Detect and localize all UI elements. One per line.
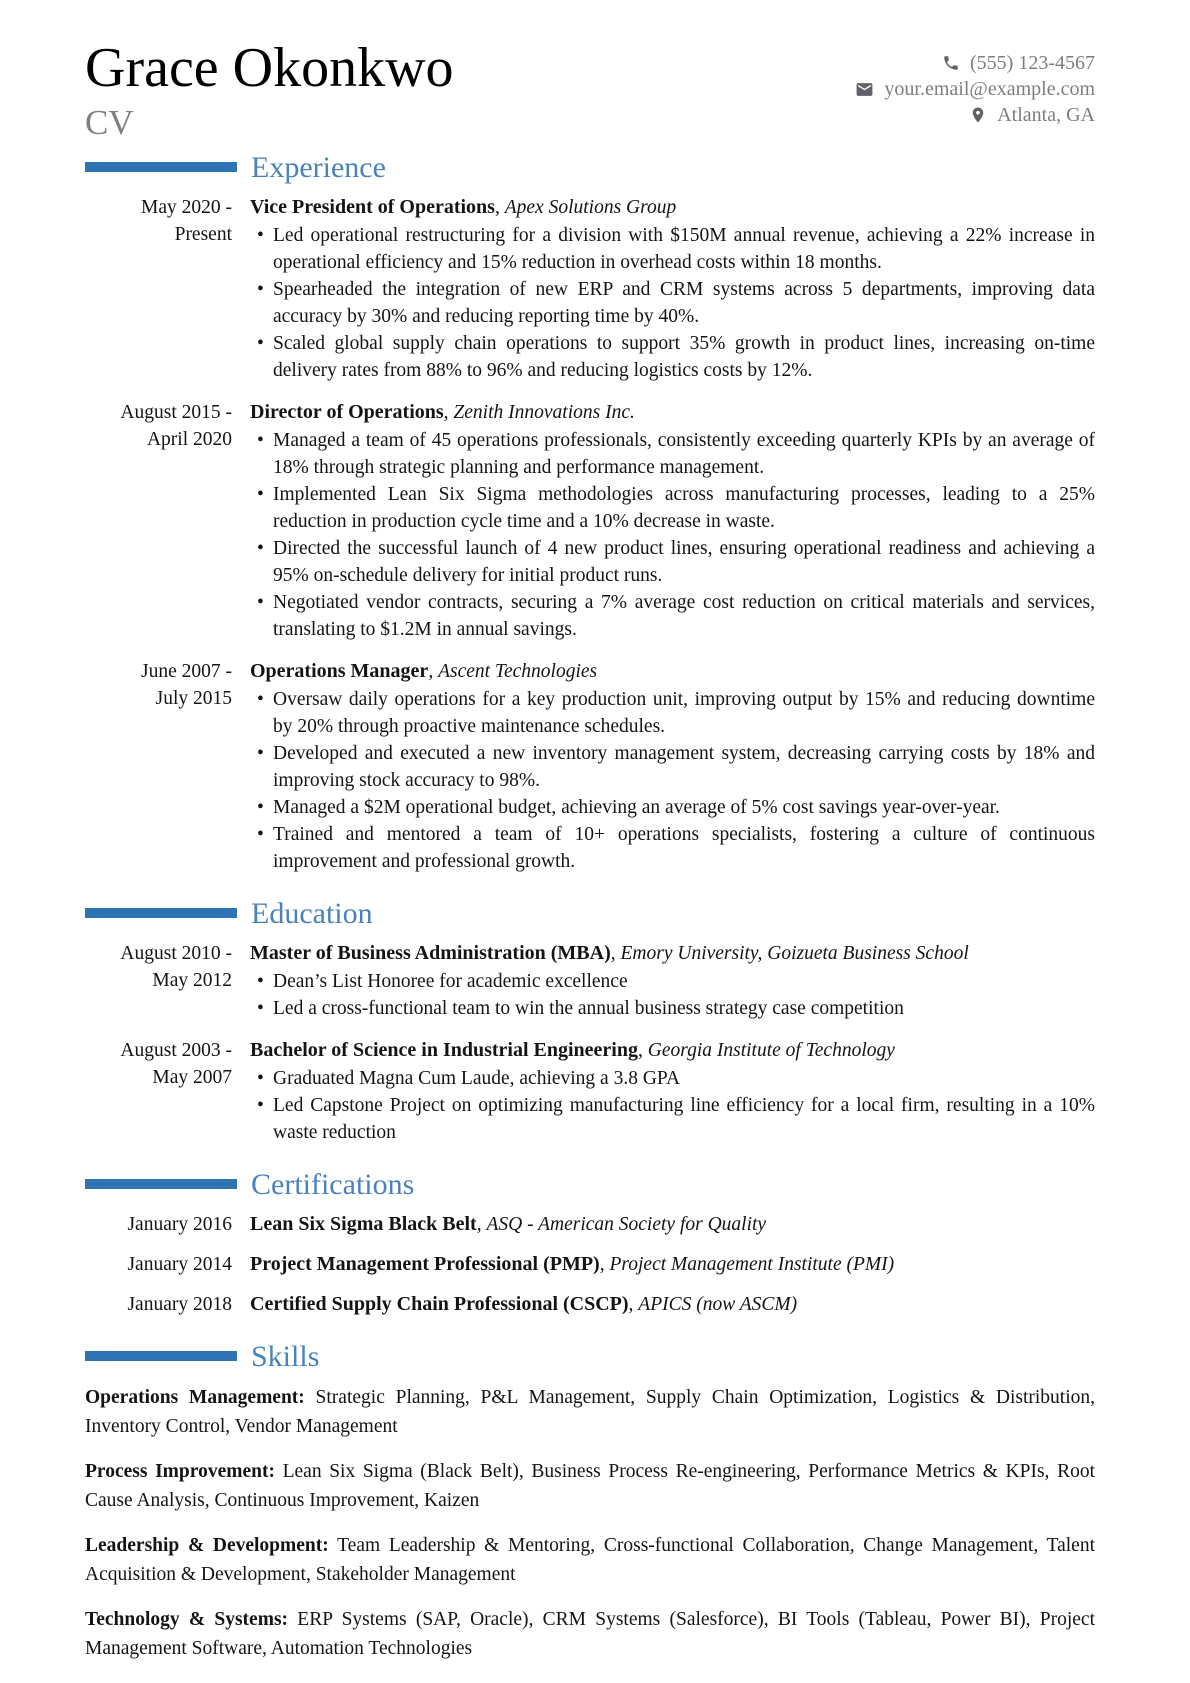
bullet-item: • Graduated Magna Cum Laude, achieving a 3.8 GPA — [250, 1065, 1095, 1092]
bullet-item: • Directed the successful launch of 4 new product lines, ensuring operational readiness and achieving a 95% on-schedule delivery for initial product runs. — [250, 535, 1095, 589]
header — [85, 37, 1095, 143]
location-text: Atlanta, GA — [997, 104, 1095, 126]
separator: , — [599, 1253, 610, 1275]
date-start: June 2007 - — [141, 660, 232, 682]
bullet-item: • Oversaw daily operations for a key production unit, improving output by 15% and reducing downtime by 20% through proactive maintenance schedules. — [250, 686, 1095, 740]
certification-date: January 2016 — [127, 1213, 232, 1235]
organization: Apex Solutions Group — [504, 196, 677, 218]
person-name: Grace Okonkwo — [85, 37, 454, 99]
email-address: your.email@example.com — [884, 78, 1095, 100]
certification-main — [250, 1211, 1095, 1238]
skill-category-label: Process Improvement: — [85, 1460, 275, 1482]
section-header-education — [85, 897, 1095, 930]
certifying-body: APICS (now ASCM) — [638, 1293, 798, 1315]
bullet-item: • Led Capstone Project on optimizing manufacturing line efficiency for a local firm, resulting in a 10% waste reduction — [250, 1092, 1095, 1146]
skill-category-items: ERP Systems (SAP, Oracle), CRM Systems (Salesforce), BI Tools (Tableau, Power BI), Project Management Software, Automation Technologies — [85, 1608, 1095, 1659]
section-bar — [85, 162, 237, 172]
bullet-list — [250, 427, 1095, 643]
entry-main — [250, 399, 1095, 643]
entry-dates — [85, 194, 232, 384]
bullet-item: • Trained and mentored a team of 10+ operations specialists, fostering a culture of continuous improvement and professional growth. — [250, 821, 1095, 875]
entry-title-line — [250, 194, 1095, 221]
cv-subtitle: CV — [85, 103, 134, 142]
skill-category-label: Operations Management: — [85, 1386, 305, 1408]
certification-row — [85, 1211, 1095, 1238]
section-bar — [85, 1179, 237, 1189]
entry-title-line — [250, 399, 1095, 426]
job-title: Operations Manager — [250, 659, 429, 682]
certifying-body: Project Management Institute (PMI) — [609, 1253, 895, 1275]
date-start: August 2010 - — [120, 942, 232, 964]
entry-title-line — [250, 1037, 1095, 1064]
phone-icon — [942, 54, 960, 72]
date-end: May 2012 — [152, 969, 232, 991]
education-entry — [85, 1037, 1095, 1146]
bullet-item: • Led operational restructuring for a division with $150M annual revenue, achieving a 22% increase in operational efficiency and 15% reduction in overhead costs within 18 months. — [250, 222, 1095, 276]
skill-category — [85, 1605, 1095, 1663]
certification-title: Certified Supply Chain Professional (CSCP) — [250, 1292, 629, 1315]
separator: , — [428, 660, 439, 682]
skill-category — [85, 1457, 1095, 1515]
certification-date: January 2018 — [127, 1293, 232, 1315]
certification-row — [85, 1291, 1095, 1318]
certification-title: Project Management Professional (PMP) — [250, 1252, 600, 1275]
section-bar — [85, 908, 237, 918]
bullet-list — [250, 1065, 1095, 1146]
contact-email — [855, 76, 1095, 102]
education-entry — [85, 940, 1095, 1022]
section-title-experience: Experience — [251, 150, 386, 184]
certification-title: Lean Six Sigma Black Belt — [250, 1212, 477, 1235]
date-start: August 2003 - — [120, 1039, 232, 1061]
section-header-skills — [85, 1340, 1095, 1373]
organization: Zenith Innovations Inc. — [453, 401, 635, 423]
separator: , — [628, 1293, 639, 1315]
date-end: May 2007 — [152, 1066, 232, 1088]
skill-category-items: Strategic Planning, P&L Management, Supply Chain Optimization, Logistics & Distribution, Inventory Control, Vendor Management — [85, 1386, 1096, 1437]
bullet-list — [250, 686, 1095, 875]
skill-category-label: Leadership & Development: — [85, 1534, 329, 1556]
skill-category-label: Technology & Systems: — [85, 1608, 289, 1630]
date-end: July 2015 — [155, 687, 232, 709]
bullet-item: • Dean’s List Honoree for academic excellence — [250, 968, 1095, 995]
job-title: Director of Operations — [250, 400, 444, 423]
entry-main — [250, 194, 1095, 384]
certification-date: January 2014 — [127, 1253, 232, 1275]
section-header-experience — [85, 151, 1095, 184]
section-title-skills: Skills — [251, 1339, 320, 1373]
date-start: May 2020 - — [141, 196, 232, 218]
job-title: Vice President of Operations — [250, 195, 495, 218]
institution: Emory University, Goizueta Business School — [620, 942, 969, 964]
skill-category-items: Team Leadership & Mentoring, Cross-functional Collaboration, Change Management, Talent Acquisition & Development, Stakeholder Management — [85, 1534, 1095, 1585]
organization: Ascent Technologies — [438, 660, 598, 682]
contact-phone — [855, 50, 1095, 76]
skill-category-items: Lean Six Sigma (Black Belt), Business Process Re-engineering, Performance Metrics & KPIs, Root Cause Analysis, Continuous Improvement, Kaizen — [85, 1460, 1095, 1511]
bullet-item: • Managed a $2M operational budget, achieving an average of 5% cost savings year-over-year. — [250, 794, 1095, 821]
date-start: August 2015 - — [120, 401, 232, 423]
date-end: April 2020 — [146, 428, 232, 450]
location-pin-icon — [969, 106, 987, 124]
entry-dates — [85, 658, 232, 875]
entry-main — [250, 1037, 1095, 1146]
section-title-certifications: Certifications — [251, 1167, 415, 1201]
certification-main — [250, 1251, 1095, 1278]
entry-title-line — [250, 658, 1095, 685]
entry-dates — [85, 940, 232, 1022]
separator: , — [476, 1213, 487, 1235]
institution: Georgia Institute of Technology — [647, 1039, 895, 1061]
phone-number: (555) 123-4567 — [970, 52, 1095, 74]
bullet-item: • Scaled global supply chain operations to support 35% growth in product lines, increasing on-time delivery rates from 88% to 96% and reducing logistics costs by 12%. — [250, 330, 1095, 384]
experience-entry — [85, 194, 1095, 384]
bullet-item: • Negotiated vendor contracts, securing a 7% average cost reduction on critical materials and services, translating to $1.2M in annual savings. — [250, 589, 1095, 643]
certifying-body: ASQ - American Society for Quality — [486, 1213, 767, 1235]
section-title-education: Education — [251, 896, 373, 930]
separator: , — [443, 401, 454, 423]
degree-title: Bachelor of Science in Industrial Engineering — [250, 1038, 638, 1061]
section-bar — [85, 1351, 237, 1361]
entry-dates — [85, 1037, 232, 1146]
skill-category — [85, 1531, 1095, 1589]
bullet-item: • Developed and executed a new inventory management system, decreasing carrying costs by 18% and improving stock accuracy to 98%. — [250, 740, 1095, 794]
experience-entry — [85, 658, 1095, 875]
bullet-list — [250, 222, 1095, 384]
envelope-icon — [855, 80, 874, 99]
entry-main — [250, 658, 1095, 875]
experience-entry — [85, 399, 1095, 643]
bullet-item: • Managed a team of 45 operations professionals, consistently exceeding quarterly KPIs by an average of 18% through strategic planning and performance management. — [250, 427, 1095, 481]
date-end: Present — [174, 223, 232, 245]
separator: , — [494, 196, 505, 218]
entry-title-line — [250, 940, 1095, 967]
skill-category — [85, 1383, 1095, 1441]
separator: , — [637, 1039, 648, 1061]
separator: , — [610, 942, 621, 964]
degree-title: Master of Business Administration (MBA) — [250, 941, 611, 964]
certification-row — [85, 1251, 1095, 1278]
bullet-item: • Implemented Lean Six Sigma methodologies across manufacturing processes, leading to a 25% reduction in production cycle time and a 10% decrease in waste. — [250, 481, 1095, 535]
bullet-item: • Spearheaded the integration of new ERP and CRM systems across 5 departments, improving data accuracy by 30% and reducing reporting time by 40%. — [250, 276, 1095, 330]
section-header-certifications — [85, 1168, 1095, 1201]
certification-main — [250, 1291, 1095, 1318]
entry-dates — [85, 399, 232, 643]
contact-location — [855, 102, 1095, 128]
bullet-list — [250, 968, 1095, 1022]
bullet-item: • Led a cross-functional team to win the annual business strategy case competition — [250, 995, 1095, 1022]
contact-block — [855, 50, 1095, 128]
identity-block — [85, 37, 454, 143]
entry-main — [250, 940, 1095, 1022]
